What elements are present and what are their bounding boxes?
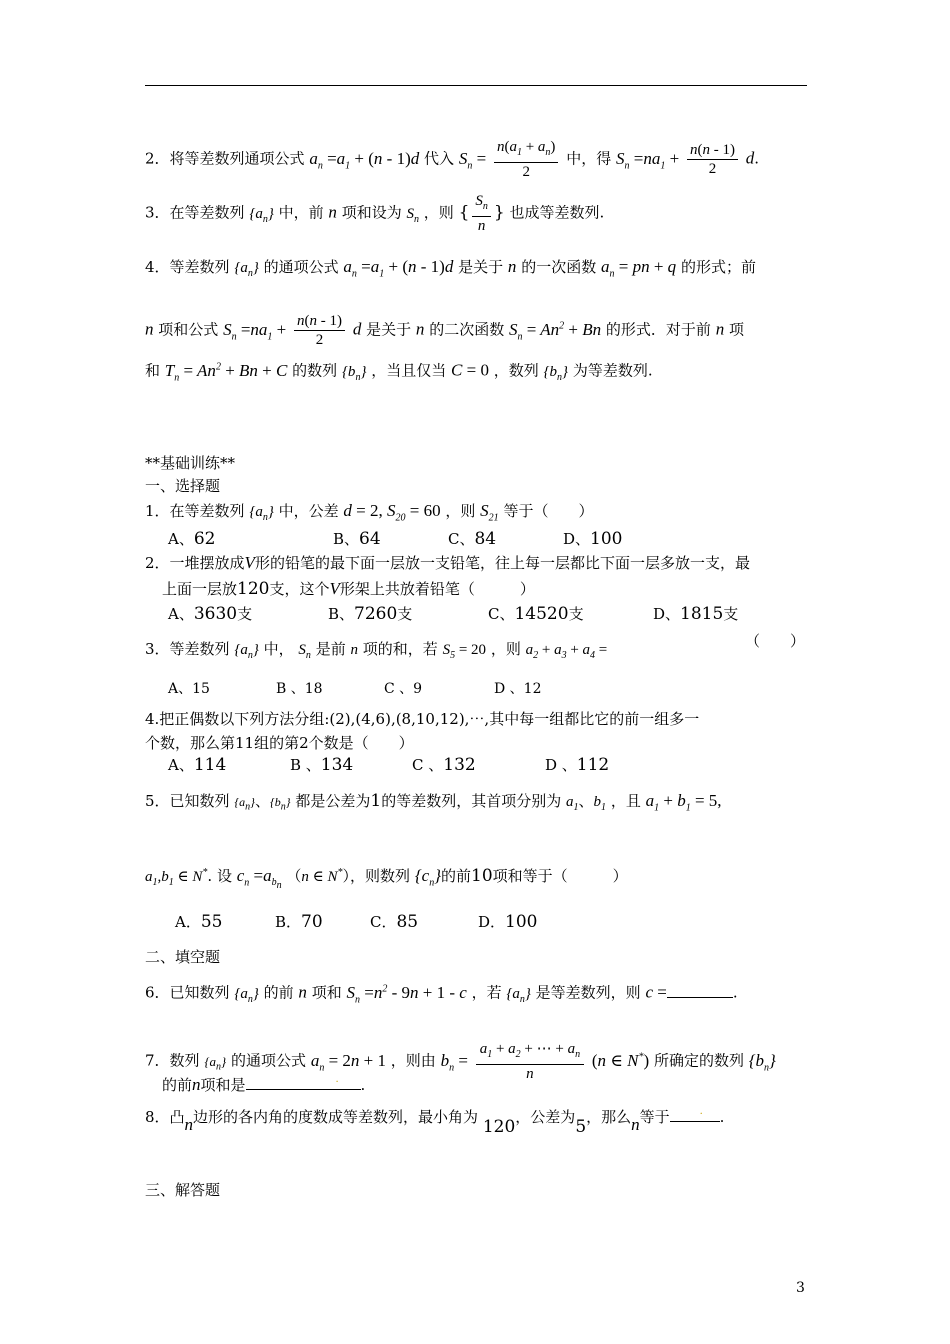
text: A、 (168, 756, 194, 774)
text: 的形式．对于前 (605, 320, 711, 339)
text: . (754, 149, 760, 168)
text: 的通项公式 (263, 258, 339, 276)
text: 2．一堆摆放成 (145, 554, 245, 572)
question-3: 3．等差数列 $\{a_n\}$ 中， $S_n$ 是前 n 项的和，若 $S_5 = 20$ ，则 $a_2 + a_3 + a_4$ = (145, 640, 608, 661)
text: . (207, 867, 213, 885)
text: ，当且仅当 (371, 361, 447, 380)
text: A． (175, 913, 201, 931)
question-5-line2: $a_1,b_1$ ∈ N*. 设 $c_n =a_{b_n}$ （n ∈ N*），则数列 $\{c_n\}$的前10项和等于（ ） (145, 866, 628, 892)
text: 和 (145, 361, 161, 380)
option-c[interactable]: 14520 (514, 604, 569, 624)
text: 都是公差为 (295, 792, 371, 810)
text: C、 (488, 605, 515, 623)
option-d[interactable]: 112 (576, 755, 610, 775)
question-3-options (168, 678, 542, 700)
option-b[interactable]: B 、18 (276, 681, 323, 697)
option-b[interactable]: 70 (301, 912, 323, 932)
question-8: 8．凸n边形的各内角的度数成等差数列，最小角为 120，公差为5，那么n等于 . . (145, 1106, 725, 1137)
option-a[interactable]: 55 (200, 912, 223, 932)
text: 等于（ ） (503, 502, 594, 520)
text: 的前 (263, 983, 294, 1002)
question-4-line2: 个数，那么第11组的第2个数是（ ） (145, 734, 414, 752)
option-d[interactable]: 100 (505, 912, 538, 932)
text: 项和是 (200, 1076, 246, 1094)
option-d[interactable]: D 、12 (494, 681, 542, 697)
text: 的二次函数 (429, 320, 505, 339)
section-fill: 二、填空题 (145, 948, 221, 966)
text: 支 (568, 605, 584, 623)
question-4-line1: 4.把正偶数以下列方法分组:(2),(4,6),(8,10,12),⋯,其中每一组都比它的前一组多一 (145, 710, 700, 728)
question-6: 6．已知数列 $\{a_n\}$ 的前 n 项和 $S_n =n^2 - 9n + 1 - c$ ，若 $\{a_n\}$ 是等差数列，则 c = . (145, 982, 738, 1006)
text: 6．已知数列 (145, 983, 230, 1002)
text: ，且 (610, 792, 641, 810)
text: 4．等差数列 (145, 258, 230, 276)
answer-blank[interactable] (667, 997, 733, 998)
text: 中，公差 (278, 502, 339, 520)
text: 项的和，若 (362, 640, 438, 658)
option-b[interactable]: 134 (320, 755, 354, 775)
text: 是等差数列，则 (535, 983, 641, 1002)
item-2: 2．将等差数列通项公式 $a_n =a_1 + (n - 1)d$ 代入 $S_n$ = $\frac{n(a_1 + a_n)}{2}$ 中，得 $S_n =na_1$ + $\frac{n(n - 1)}{2}$ d. (145, 139, 760, 180)
option-d[interactable]: 1815 (680, 604, 724, 624)
text: 为等差数列. (572, 361, 653, 380)
option-a[interactable]: 3630 (193, 604, 238, 624)
text: 支 (397, 605, 413, 623)
option-c[interactable]: 132 (443, 755, 476, 775)
text: 是关于 (458, 258, 504, 276)
text: B 、 (290, 756, 321, 774)
text: B、 (333, 530, 360, 548)
item-3: 3．在等差数列 $\{a_n\}$ 中，前 n 项和设为 $S_n$ ，则 { $\frac{S_n}{n}$ } 也成等差数列. (145, 193, 605, 234)
item-4-line1: 4．等差数列 $\{a_n\}$ 的通项公式 $a_n =a_1 + (n - 1)d$ 是关于 n 的一次函数 $a_n$ = pn + q 的形式；前 (145, 257, 756, 280)
question-5-line1: 5．已知数列 $\{a_n\}$、$\{b_n\}$ 都是公差为1的等差数列，其首项分别为 $a_1$、$b_1$ ，且 $a_1 + b_1 = 5$, (145, 791, 722, 814)
text: 上面一层放 (162, 580, 238, 598)
text: ，则 (490, 640, 521, 658)
text: C、 (448, 530, 475, 548)
text: 2．将等差数列通项公式 (145, 149, 305, 168)
text: 形架上共放着铅笔（ ） (339, 580, 535, 598)
text: 项和公式 (158, 320, 219, 339)
text: D 、 (545, 756, 577, 774)
question-3-paren: （ ） (745, 632, 806, 650)
text: 的前 (162, 1076, 193, 1094)
text: D、 (563, 530, 591, 548)
item-4-line3: 和 $T_n = An^2 + Bn + C$ 的数列 $\{b_n\}$ ，当且仅当 C = 0 ，数列 $\{b_n\}$ 为等差数列. (145, 360, 653, 384)
text: 形的铅笔的最下面一层放一支铅笔，往上每一层都比下面一层多放一支，最 (254, 554, 750, 572)
text: 3．在等差数列 (145, 203, 245, 222)
text: 也成等差数列. (509, 203, 605, 222)
text: ），则数列 (342, 867, 411, 885)
text: 支 (723, 605, 739, 623)
section-choice: 一、选择题 (145, 477, 221, 495)
text: 项 (729, 320, 745, 339)
text: 10 (471, 866, 493, 886)
text: . (360, 1076, 366, 1094)
text: 中，得 (566, 149, 612, 168)
text: C． (370, 913, 397, 931)
item-4-line2: n 项和公式 $S_n =na_1$ + $\frac{n(n - 1)}{2}$ d 是关于 n 的二次函数 $S_n = An^2 + Bn$ 的形式．对于前 n 项 (145, 313, 745, 348)
option-a[interactable]: 62 (193, 529, 216, 549)
option-b[interactable]: 7260 (354, 604, 398, 624)
text: 120 (237, 579, 270, 599)
option-d[interactable]: 100 (590, 529, 623, 549)
text: 、 (254, 792, 270, 810)
question-4-options (168, 754, 609, 776)
text: ，若 (471, 983, 502, 1002)
text: 的数列 (292, 361, 338, 380)
text: 支 (237, 605, 253, 623)
text: 7．数列 (145, 1051, 200, 1070)
text: 5．已知数列 (145, 792, 230, 810)
question-5-options (175, 911, 537, 933)
text: （ (286, 867, 302, 885)
training-title: **基础训练** (145, 454, 236, 472)
text: 中， (263, 640, 294, 658)
text: 项和设为 (341, 203, 402, 222)
text: 所确定的数列 (653, 1051, 744, 1070)
text: ，则由 (390, 1051, 436, 1070)
text: ，则 (445, 502, 476, 520)
text: A、 (168, 605, 194, 623)
option-c[interactable]: 85 (396, 912, 419, 932)
text: 是关于 (366, 320, 412, 339)
text: ，那么 (586, 1108, 632, 1126)
text: 的等差数列，其首项分别为 (381, 792, 562, 810)
question-2-options (168, 603, 738, 625)
question-1-options (168, 528, 622, 550)
text: 1．在等差数列 (145, 502, 245, 520)
text: 、 (578, 792, 594, 810)
question-7-line1: 7．数列 $\{a_n\}$ 的通项公式 $a_n = 2n + 1$ ，则由 $b_n$ = $\frac{a_1 + a_2 + \cdots + a_n}{n}$ (n ∈ N*) 所确定的数列 $\{b_n\}$ (145, 1041, 776, 1082)
text: 的前 (441, 867, 472, 885)
text: C 、 (412, 756, 444, 774)
text: ，则 (423, 203, 454, 222)
option-a[interactable]: A、15 (168, 681, 210, 697)
question-1: 1．在等差数列 $\{a_n\}$ 中，公差 d = 2, $S_{20} = 60$ ，则 $S_{21}$ 等于（ ） (145, 501, 594, 524)
question-2-line1: 2．一堆摆放成V形的铅笔的最下面一层放一支铅笔，往上每一层都比下面一层多放一支，最 (145, 553, 750, 572)
text: ，数列 (493, 361, 539, 380)
text: 3．等差数列 (145, 640, 230, 658)
text: A、 (168, 530, 194, 548)
text: 5 (575, 1117, 587, 1137)
text: ，公差为 (515, 1108, 576, 1126)
text: 是前 (315, 640, 346, 658)
text: B、 (328, 605, 355, 623)
text: 等于 (639, 1108, 670, 1126)
section-answer: 三、解答题 (145, 1181, 221, 1199)
text: 的形式；前 (680, 258, 756, 276)
text: 设 (216, 867, 232, 885)
option-a[interactable]: 114 (193, 755, 227, 775)
header-rule (145, 85, 807, 86)
text: 1 (370, 791, 382, 811)
text: 8．凸 (145, 1108, 185, 1126)
text: 边形的各内角的度数成等差数列，最小角为 (193, 1108, 479, 1126)
page-number: 3 (796, 1280, 805, 1296)
text: D、 (653, 605, 681, 623)
text: 120 (482, 1117, 516, 1137)
question-7-line2: 的前n项和是 . . (162, 1074, 366, 1094)
text: D． (478, 913, 506, 931)
text: 项和 (311, 983, 342, 1002)
text: . (719, 1108, 725, 1126)
text: . (732, 983, 738, 1002)
text: 支，这个 (269, 580, 330, 598)
text: 代入 (424, 149, 455, 168)
option-b[interactable]: 64 (359, 529, 381, 549)
question-2-line2: 上面一层放120支，这个V形架上共放着铅笔（ ） (162, 579, 535, 599)
option-c[interactable]: 84 (474, 529, 497, 549)
text: 中，前 (278, 203, 324, 222)
text: 的一次函数 (521, 258, 597, 276)
text: B． (275, 913, 302, 931)
text: 的通项公式 (231, 1051, 307, 1070)
answer-blank[interactable]: . (670, 1121, 720, 1122)
option-c[interactable]: C 、9 (384, 681, 423, 697)
text: 项和等于（ ） (492, 867, 628, 885)
answer-blank[interactable]: . (246, 1089, 361, 1090)
